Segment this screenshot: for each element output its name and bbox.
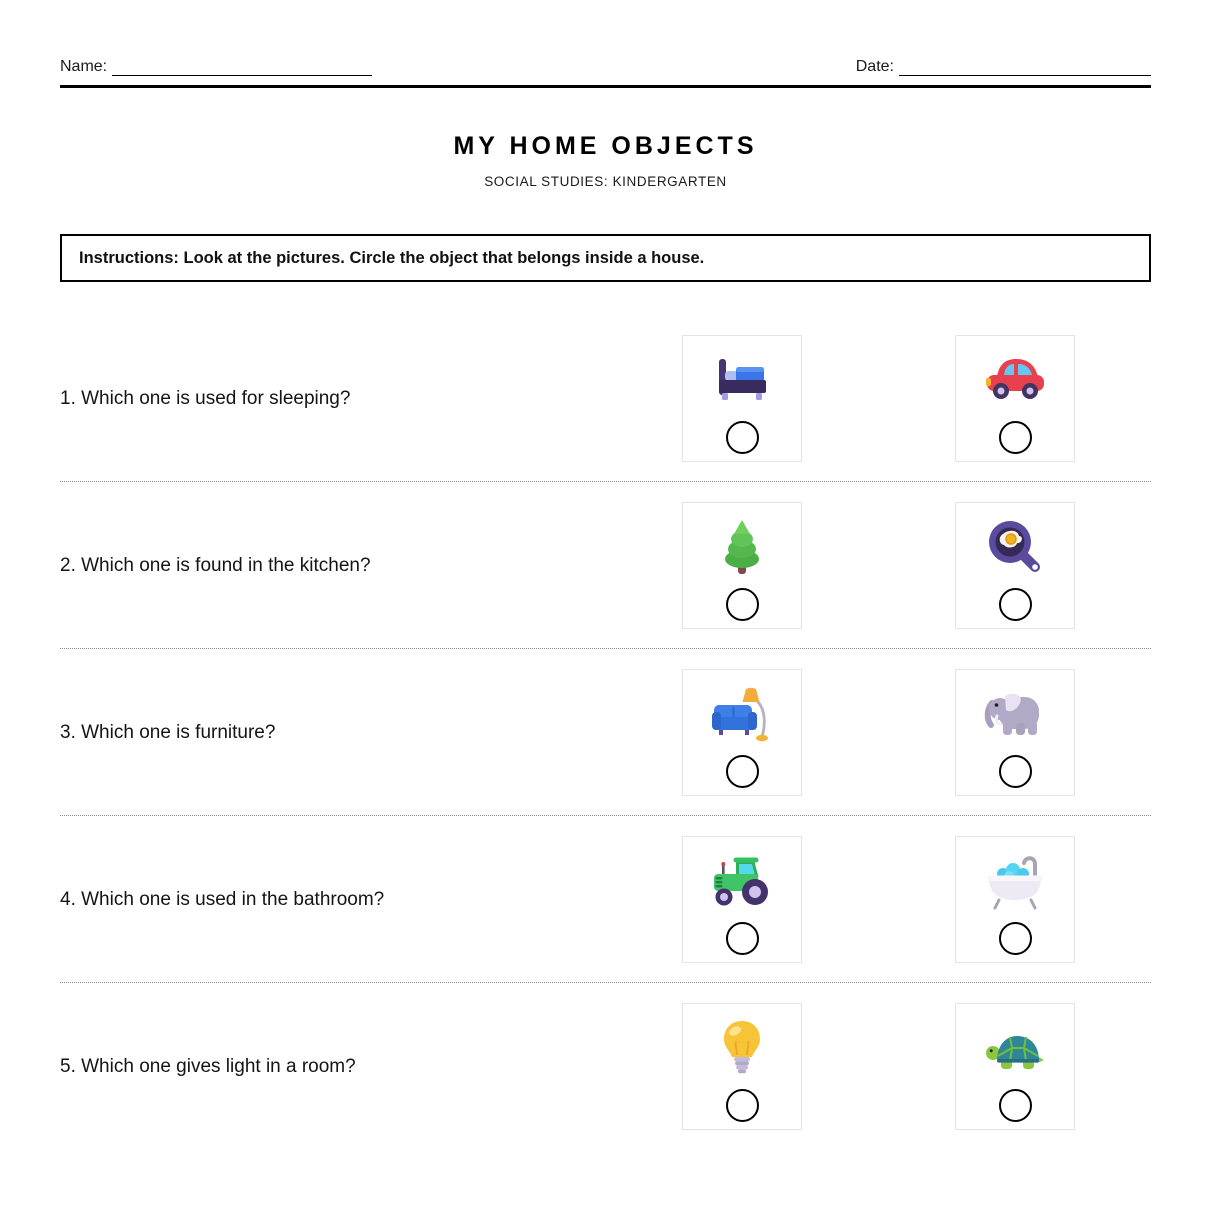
- options-group: [682, 502, 1075, 629]
- elephant-icon: [983, 683, 1047, 747]
- question-text: 2. Which one is found in the kitchen?: [60, 554, 371, 576]
- option-box[interactable]: [682, 502, 802, 629]
- frying-pan-icon: [983, 516, 1047, 580]
- question-text: 5. Which one gives light in a room?: [60, 1055, 356, 1077]
- date-field: [856, 58, 1151, 76]
- option-box[interactable]: [955, 669, 1075, 796]
- options-group: [682, 1003, 1075, 1130]
- option-box[interactable]: [955, 1003, 1075, 1130]
- question-text: 4. Which one is used in the bathroom?: [60, 888, 385, 910]
- answer-circle[interactable]: [726, 588, 759, 621]
- row-separator: [60, 815, 1151, 816]
- couch-lamp-icon: [710, 683, 774, 747]
- page-subtitle: SOCIAL STUDIES: KINDERGARTEN: [484, 174, 727, 189]
- name-field: [60, 58, 372, 76]
- worksheet-page: [60, 0, 1151, 1130]
- bed-icon: [710, 349, 774, 413]
- date-input-line[interactable]: [899, 74, 1151, 76]
- options-group: [682, 669, 1075, 796]
- option-box[interactable]: [682, 1003, 802, 1130]
- instructions-text: Instructions: Look at the pictures. Circle the object that belongs inside a house.: [79, 248, 705, 267]
- instructions-box: [60, 234, 1151, 282]
- answer-circle[interactable]: [726, 1089, 759, 1122]
- tree-icon: [710, 516, 774, 580]
- answer-circle[interactable]: [999, 1089, 1032, 1122]
- question-row-1: [60, 335, 1151, 462]
- answer-circle[interactable]: [999, 755, 1032, 788]
- answer-circle[interactable]: [726, 922, 759, 955]
- row-separator: [60, 982, 1151, 983]
- question-row-5: [60, 1003, 1151, 1130]
- row-separator: [60, 481, 1151, 482]
- option-box[interactable]: [955, 836, 1075, 963]
- light-bulb-icon: [710, 1017, 774, 1081]
- answer-circle[interactable]: [999, 922, 1032, 955]
- option-box[interactable]: [955, 335, 1075, 462]
- header-rule: [60, 85, 1151, 88]
- question-row-2: [60, 502, 1151, 629]
- row-separator: [60, 648, 1151, 649]
- option-box[interactable]: [682, 335, 802, 462]
- question-text: 3. Which one is furniture?: [60, 721, 276, 743]
- options-group: [682, 335, 1075, 462]
- options-group: [682, 836, 1075, 963]
- date-label: Date:: [855, 58, 894, 75]
- bathtub-icon: [983, 850, 1047, 914]
- answer-circle[interactable]: [999, 588, 1032, 621]
- question-row-3: [60, 669, 1151, 796]
- answer-circle[interactable]: [726, 755, 759, 788]
- car-icon: [983, 349, 1047, 413]
- name-input-line[interactable]: [112, 74, 372, 76]
- turtle-icon: [983, 1017, 1047, 1081]
- option-box[interactable]: [682, 836, 802, 963]
- name-label: Name:: [60, 58, 108, 75]
- page-title: MY HOME OBJECTS: [453, 132, 758, 160]
- header-fields: [60, 58, 1151, 76]
- answer-circle[interactable]: [726, 421, 759, 454]
- option-box[interactable]: [682, 669, 802, 796]
- question-list: [60, 335, 1151, 1130]
- question-text: 1. Which one is used for sleeping?: [60, 387, 351, 409]
- answer-circle[interactable]: [999, 421, 1032, 454]
- question-row-4: [60, 836, 1151, 963]
- option-box[interactable]: [955, 502, 1075, 629]
- tractor-icon: [710, 850, 774, 914]
